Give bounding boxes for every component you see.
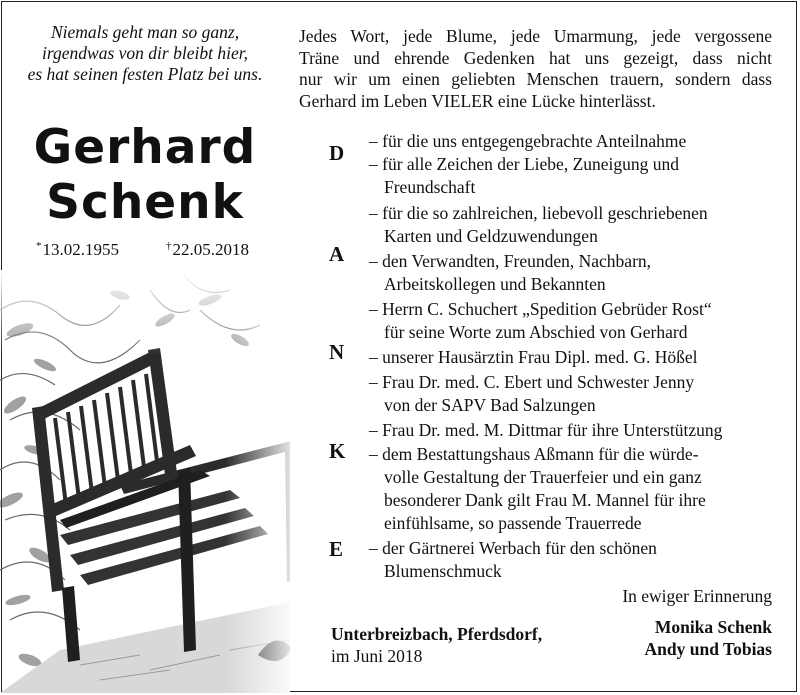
thanks-line: Arbeitskollegen und Bekannten [384,274,606,294]
death-date-value: 22.05.2018 [172,240,249,259]
thanks-line: – der Gärtnerei Werbach für den schönen [369,538,657,558]
signature-line: Andy und Tobias [644,639,772,659]
thanks-line: – für die uns entgegengebrachte Anteilnahme [369,131,687,151]
signature-line: Monika Schenk [654,617,772,637]
acrostic-letter-k: K [329,439,346,463]
intro-line: Träne und ehrende Gedenken hat uns gezeigt, dass nicht [299,47,772,68]
acrostic-letter-n: N [329,340,345,364]
acrostic-letter-a: A [329,242,345,266]
verse [0,22,290,85]
intro-paragraph [299,26,772,112]
bench-photo [0,270,290,693]
birth-symbol: * [36,240,42,252]
thanks-line: von der SAPV Bad Salzungen [384,395,596,415]
death-date [166,240,249,260]
closing-phrase: In ewiger Erinnerung [622,586,772,606]
thanks-line: – Herrn C. Schuchert „Spedition Gebrüder Rost“ [369,299,712,319]
thanks-line: – Frau Dr. med. C. Ebert und Schwester Jenny [369,372,695,392]
last-name: Schenk [46,175,244,230]
verse-line: Niemals geht man so ganz, [50,22,240,42]
thanks-line: besonderer Dank gilt Frau M. Mannel für ihre [384,490,706,510]
acrostic-letter-d: D [329,141,345,165]
date-line: im Juni 2018 [331,646,423,666]
thanks-line: volle Gestaltung der Trauerfeier und ein ganz [384,467,702,487]
left-column [0,0,290,693]
verse-line: irgendwas von dir bleibt hier, [42,43,248,63]
thanks-line: – unserer Hausärztin Frau Dipl. med. G. Hößel [369,347,698,367]
intro-line: Jedes Wort, jede Blume, jede Umarmung, jede vergossene [299,26,772,46]
thanks-line: einfühlsame, so passende Trauerrede [384,513,642,533]
thanks-line: – den Verwandten, Freunden, Nachbarn, [369,251,652,271]
birth-date [36,240,119,260]
place-line: Unterbreizbach, Pferdsdorf, [331,624,543,644]
thanks-line: für seine Worte zum Abschied von Gerhard [384,322,688,342]
acrostic-letter-e: E [329,537,344,561]
thanks-line: – für alle Zeichen der Liebe, Zuneigung und [369,154,680,174]
cross-symbol: † [166,240,172,252]
intro-line: nur wir um einen geliebten Menschen trauern, sondern dass [299,69,772,89]
thanks-line: – Frau Dr. med. M. Dittmar für ihre Unterstützung [369,420,723,440]
thanks-line: Freundschaft [384,177,476,197]
thanks-line: – für die so zahlreichen, liebevoll geschriebenen [369,203,708,223]
thanks-line: – dem Bestattungshaus Aßmann für die würde- [369,444,699,464]
first-name: Gerhard [33,120,257,175]
thanks-line: Karten und Geldzuwendungen [384,226,598,246]
intro-line: Gerhard im Leben VIELER eine Lücke hinterlässt. [299,90,656,111]
thanks-line: Blumenschmuck [384,561,502,581]
birth-date-value: 13.02.1955 [42,240,119,259]
verse-line: es hat seinen festen Platz bei uns. [27,64,263,84]
